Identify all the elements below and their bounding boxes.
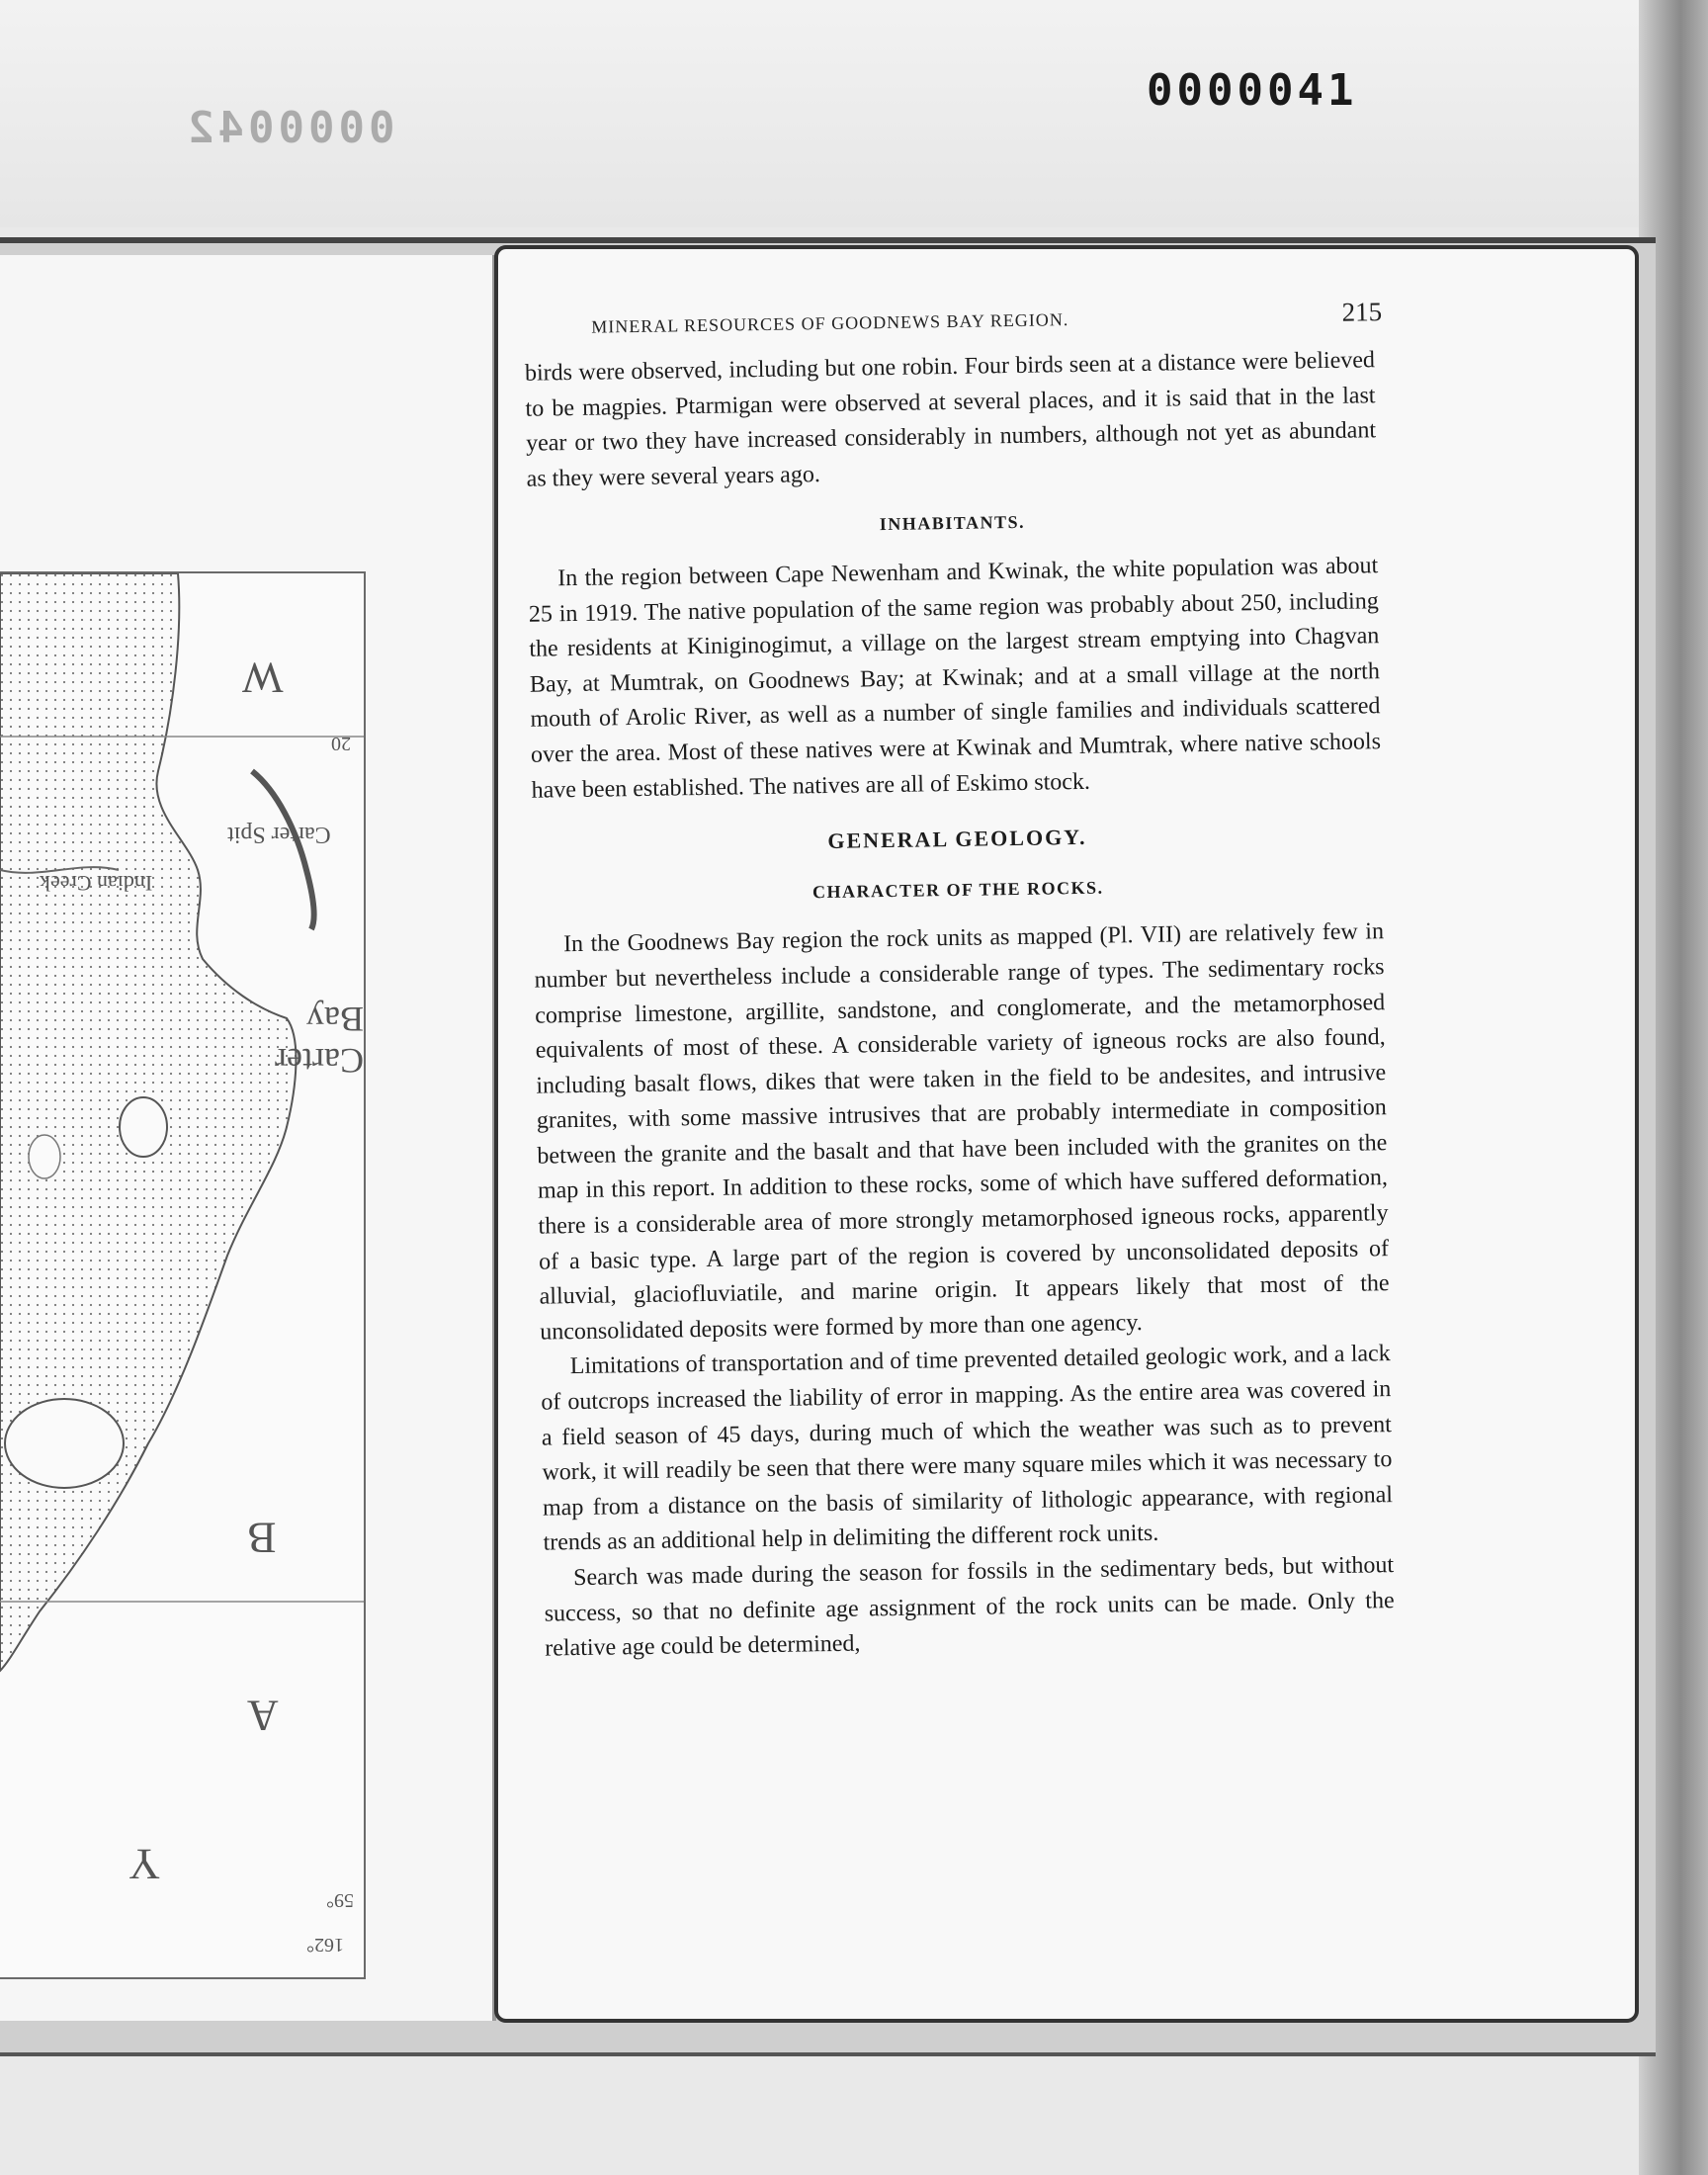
paragraph: In the region between Cape Newenham and Kwinak, the white population was about 25 in 1919. The native population of the same region was probably about 250, including the residents at Kiniginogimut, a village on the largest stream emptying into Chagvan Bay, at Mumtrak, on Goodnews Bay; at Kwinak; and at a small village at the north mouth of Arolic River, as well as a number of single families and individuals scattered over the area. Most of these natives were at Kwinak and Mumtrak, where native schools have been established. The natives are all of Eskimo stock. [528,553,1382,804]
map-letter-w: W [242,653,284,702]
map-letter-y: Y [128,1840,160,1888]
section-heading-geology: GENERAL GEOLOGY. [827,824,1087,854]
body-text [525,343,1396,1667]
coastline-map [0,573,364,1977]
running-title: MINERAL RESOURCES OF GOODNEWS BAY REGION. [591,309,1069,337]
lake [29,1135,60,1178]
mirrored-page-stamp: 0000042 [184,103,395,153]
page-content [508,297,1409,1668]
running-head [591,297,1382,340]
map-label-grid-20: 20 [331,733,351,754]
map-label-indian-creek: Indian Creek [40,871,153,896]
map-label-carter-spit: Carter Spit [227,822,331,847]
section-heading-inhabitants: INHABITANTS. [879,512,1026,535]
map-letter-a: A [247,1692,279,1740]
page-number: 215 [1341,297,1383,327]
paragraph: Limitations of transportation and of time prevented detailed geologic work, and a lack of outcrops increased the liability of error in mapping. As the entire area was covered in a field season of 45 days, during much of which the weather was such as to prevent work, it will readily be seen that there were many square miles which it was necessary to map from a distance on the basis of similarity of lithologic appearance, with regional trends as an additional help in delimiting the different rock units. [541,1341,1394,1556]
map-label-carter-bay: Carter Bay [275,1000,364,1081]
paragraph: In the Goodnews Bay region the rock units as mapped (Pl. VII) are relatively few in number but nevertheless include a considerable range of types. The sedimentary rocks comprise limestone, argillite, sandstone, and conglomerate, and the metamorphosed equivalents of most of these. A considerable variety of igneous rocks are also found, including basalt flows, dikes that were taken in the field to be andesites, and intrusive granites, with some massive intrusives that are probably intermediate in composition between the granite and the basalt and that have been included with the granites on the map in this report. In addition to these rocks, some of which have suffered deformation, there is a considerable area of more strongly metamorphosed igneous rocks, apparently of a basic type. A large part of the region is covered by unconsolidated deposits of alluvial, glaciofluviatile, and marine origin. It appears likely that most of the unconsolidated deposits were formed by more than one agency. [534,918,1390,1346]
carter-spit [252,771,314,929]
left-page [0,255,496,2021]
subsection-heading-rocks: CHARACTER OF THE ROCKS. [811,877,1104,902]
lake [120,1097,167,1157]
map-panel [0,571,366,1979]
lake [5,1399,124,1488]
page-stamp: 0000041 [1147,65,1358,116]
map-label-latitude: 59° [326,1889,354,1911]
paragraph: Search was made during the season for fossils in the sedimentary beds, but without success, so that no definite age assignment of the rock units can be made. Only the relative age could be determined, [544,1552,1395,1662]
map-label-longitude: 162° [306,1934,344,1956]
paragraph: birds were observed, including but one robin. Four birds seen at a distance were believed to be magpies. Ptarmigan were observed at several places, and it is said that in the last year or two they have increased considerably in numbers, although not yet as abundant as they were several years ago. [524,347,1377,492]
right-page [494,245,1639,2023]
map-letter-b: B [247,1514,277,1562]
